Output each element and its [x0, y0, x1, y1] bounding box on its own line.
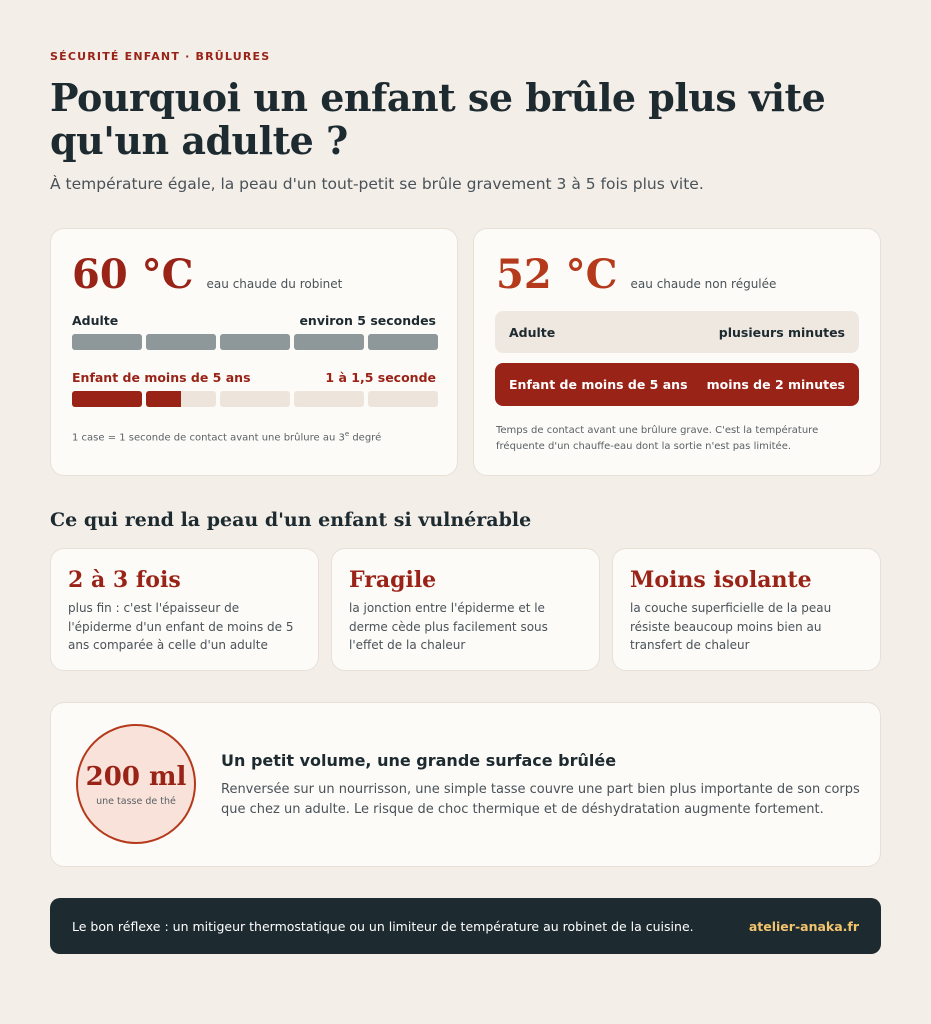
child-duration: 1 à 1,5 seconde [325, 370, 436, 385]
adult-pill-value: plusieurs minutes [718, 324, 845, 340]
fact-title: Fragile [349, 567, 437, 593]
card-52c [473, 228, 881, 476]
second-segment [220, 334, 290, 350]
card-60c [50, 228, 458, 476]
volume-text: Renversée sur un nourrisson, une simple tasse couvre une part bien plus importante de son corps que chez un adulte. Le risque de choc thermique et de déshydratation augmente fortement. [221, 782, 860, 817]
child-duration-pill [495, 363, 859, 406]
temp-52-value: 52 °C [496, 251, 618, 298]
fact-text: plus fin : c'est l'épaisseur de l'épiderme d'un enfant de moins de 5 ans comparée à celle d'un adulte [68, 601, 294, 652]
segment-fill [146, 334, 216, 350]
child-pill-label: Enfant de moins de 5 ans [509, 377, 688, 392]
segment-fill [72, 391, 142, 407]
segment-fill [72, 334, 142, 350]
page-title: Pourquoi un enfant se brûle plus vite qu'un adulte ? [50, 75, 826, 163]
eyebrow-label: SÉCURITÉ ENFANT · BRÛLURES [50, 50, 271, 63]
segment-fill [220, 334, 290, 350]
second-segment [72, 334, 142, 350]
second-segment [294, 391, 364, 407]
child-seconds-bar [72, 391, 438, 407]
fact-title: 2 à 3 fois [68, 567, 181, 593]
child-label: Enfant de moins de 5 ans [72, 370, 251, 385]
adult-duration-pill [495, 311, 859, 353]
second-segment [368, 334, 438, 350]
volume-card [50, 702, 881, 867]
volume-circle [76, 724, 196, 844]
segment-legend-note: 1 case = 1 seconde de contact avant une brûlure au 3e degré [72, 430, 382, 444]
fact-card-thickness [50, 548, 319, 671]
fact-card-fragile [331, 548, 600, 671]
second-segment [368, 391, 438, 407]
segment-fill [368, 334, 438, 350]
adult-duration: environ 5 secondes [299, 313, 436, 328]
adult-pill-label: Adulte [509, 324, 556, 340]
volume-title: Un petit volume, une grande surface brûlée [221, 751, 617, 770]
footer-brand-link[interactable]: atelier-anaka.fr [748, 918, 859, 934]
second-segment [146, 334, 216, 350]
adult-seconds-bar [72, 334, 438, 350]
second-segment [220, 391, 290, 407]
adult-label: Adulte [72, 313, 119, 328]
segment-fill [146, 391, 181, 407]
card-52-note: Temps de contact avant une brûlure grave. C'est la température fréquente d'un chauffe-eau dont la sortie n'est pas limitée. [496, 425, 819, 452]
fact-text: la couche superficielle de la peau résiste beaucoup moins bien au transfert de chaleur [630, 601, 832, 652]
footer-message: Le bon réflexe : un mitigeur thermostatique ou un limiteur de température au robinet de la cuisine. [72, 918, 694, 934]
footer-banner [50, 898, 881, 954]
page-subtitle: À température égale, la peau d'un tout-petit se brûle gravement 3 à 5 fois plus vite. [50, 175, 704, 193]
segment-fill [294, 334, 364, 350]
volume-amount: 200 ml [85, 761, 187, 792]
volume-caption: une tasse de thé [96, 795, 176, 807]
section-title: Ce qui rend la peau d'un enfant si vulnérable [50, 509, 532, 531]
child-pill-value: moins de 2 minutes [706, 377, 845, 392]
second-segment [72, 391, 142, 407]
second-segment [146, 391, 216, 407]
temp-52-caption: eau chaude non régulée [630, 277, 777, 291]
temp-60-value: 60 °C [72, 251, 194, 298]
fact-text: la jonction entre l'épiderme et le derme cède plus facilement sous l'effet de la chaleur [349, 601, 548, 652]
fact-title: Moins isolante [630, 567, 812, 593]
fact-card-insulation [612, 548, 881, 671]
temp-60-caption: eau chaude du robinet [206, 277, 343, 291]
second-segment [294, 334, 364, 350]
